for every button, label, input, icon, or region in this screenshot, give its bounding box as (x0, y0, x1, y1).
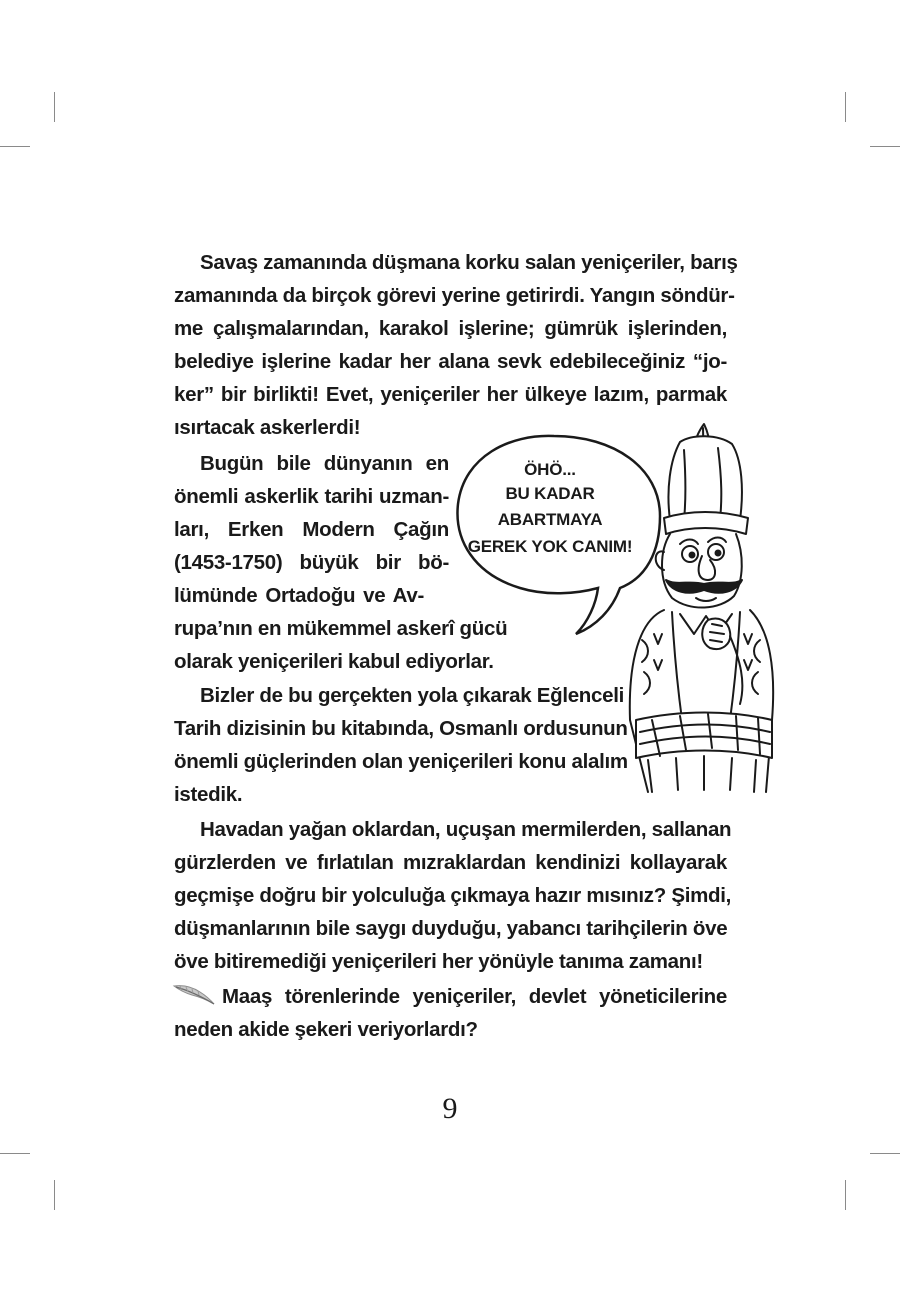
crop-mark (870, 1153, 900, 1154)
bubble-line: GEREK YOK CANIM! (467, 537, 633, 556)
page-number: 9 (442, 1092, 458, 1125)
text-line: Bizler de bu gerçekten yola çıkarak Eğlenceli (200, 684, 625, 707)
text-line: gürzlerden ve fırlatılan mızraklardan kendinizi kollayarak (174, 851, 727, 874)
text-line: Havadan yağan oklardan, uçuşan mermilerden, sallanan (200, 818, 732, 841)
bubble-line: BU KADAR (505, 484, 595, 503)
crop-mark (845, 1180, 846, 1210)
text-line: rupa’nın en mükemmel askerî gücü (174, 617, 508, 640)
text-line: zamanında da birçok görevi yerine getirirdi. Yangın söndür- (174, 284, 735, 307)
crop-mark (870, 146, 900, 147)
question-line: neden akide şekeri veriyorlardı? (174, 1018, 478, 1041)
text-line: önemli güçlerinden olan yeniçerileri konu alalım (174, 750, 628, 773)
crop-mark (54, 92, 55, 122)
crop-mark (845, 92, 846, 122)
crop-mark (0, 1153, 30, 1154)
bubble-line: ÖHÖ... (524, 460, 576, 479)
text-line: istedik. (174, 783, 243, 806)
text-line: lümünde Ortadoğu ve Av- (174, 584, 424, 607)
text-line: me çalışmalarından, karakol işlerine; gümrük işlerinden, (174, 317, 727, 340)
text-line: Savaş zamanında düşmana korku salan yeniçeriler, barış (200, 251, 738, 274)
text-line: belediye işlerine kadar her alana sevk edebileceğiniz “jo- (174, 350, 727, 373)
text-line: ker” bir birlikti! Evet, yeniçeriler her ülkeye lazım, parmak (174, 383, 727, 406)
text-line: geçmişe doğru bir yolculuğa çıkmaya hazır mısınız? Şimdi, (174, 884, 732, 907)
crop-mark (0, 146, 30, 147)
quill-icon (172, 982, 216, 1006)
text-line: (1453-1750) büyük bir bö- (174, 551, 449, 574)
text-line: Bugün bile dünyanın en (200, 452, 449, 475)
text-line: ısırtacak askerlerdi! (174, 416, 361, 439)
text-line: öve bitiremediği yeniçerileri her yönüyle tanıma zamanı! (174, 950, 703, 973)
janissary-cartoon (600, 420, 780, 800)
text-line: önemli askerlik tarihi uzman- (174, 485, 449, 508)
question-line: Maaş törenlerinde yeniçeriler, devlet yöneticilerine (222, 985, 727, 1008)
crop-mark (54, 1180, 55, 1210)
text-line: düşmanlarının bile saygı duyduğu, yabancı tarihçilerin öve (174, 917, 728, 940)
bubble-line: ABARTMAYA (497, 510, 603, 529)
text-line: olarak yeniçerileri kabul ediyorlar. (174, 650, 494, 673)
text-line: ları, Erken Modern Çağın (174, 518, 449, 541)
text-line: Tarih dizisinin bu kitabında, Osmanlı ordusunun (174, 717, 628, 740)
